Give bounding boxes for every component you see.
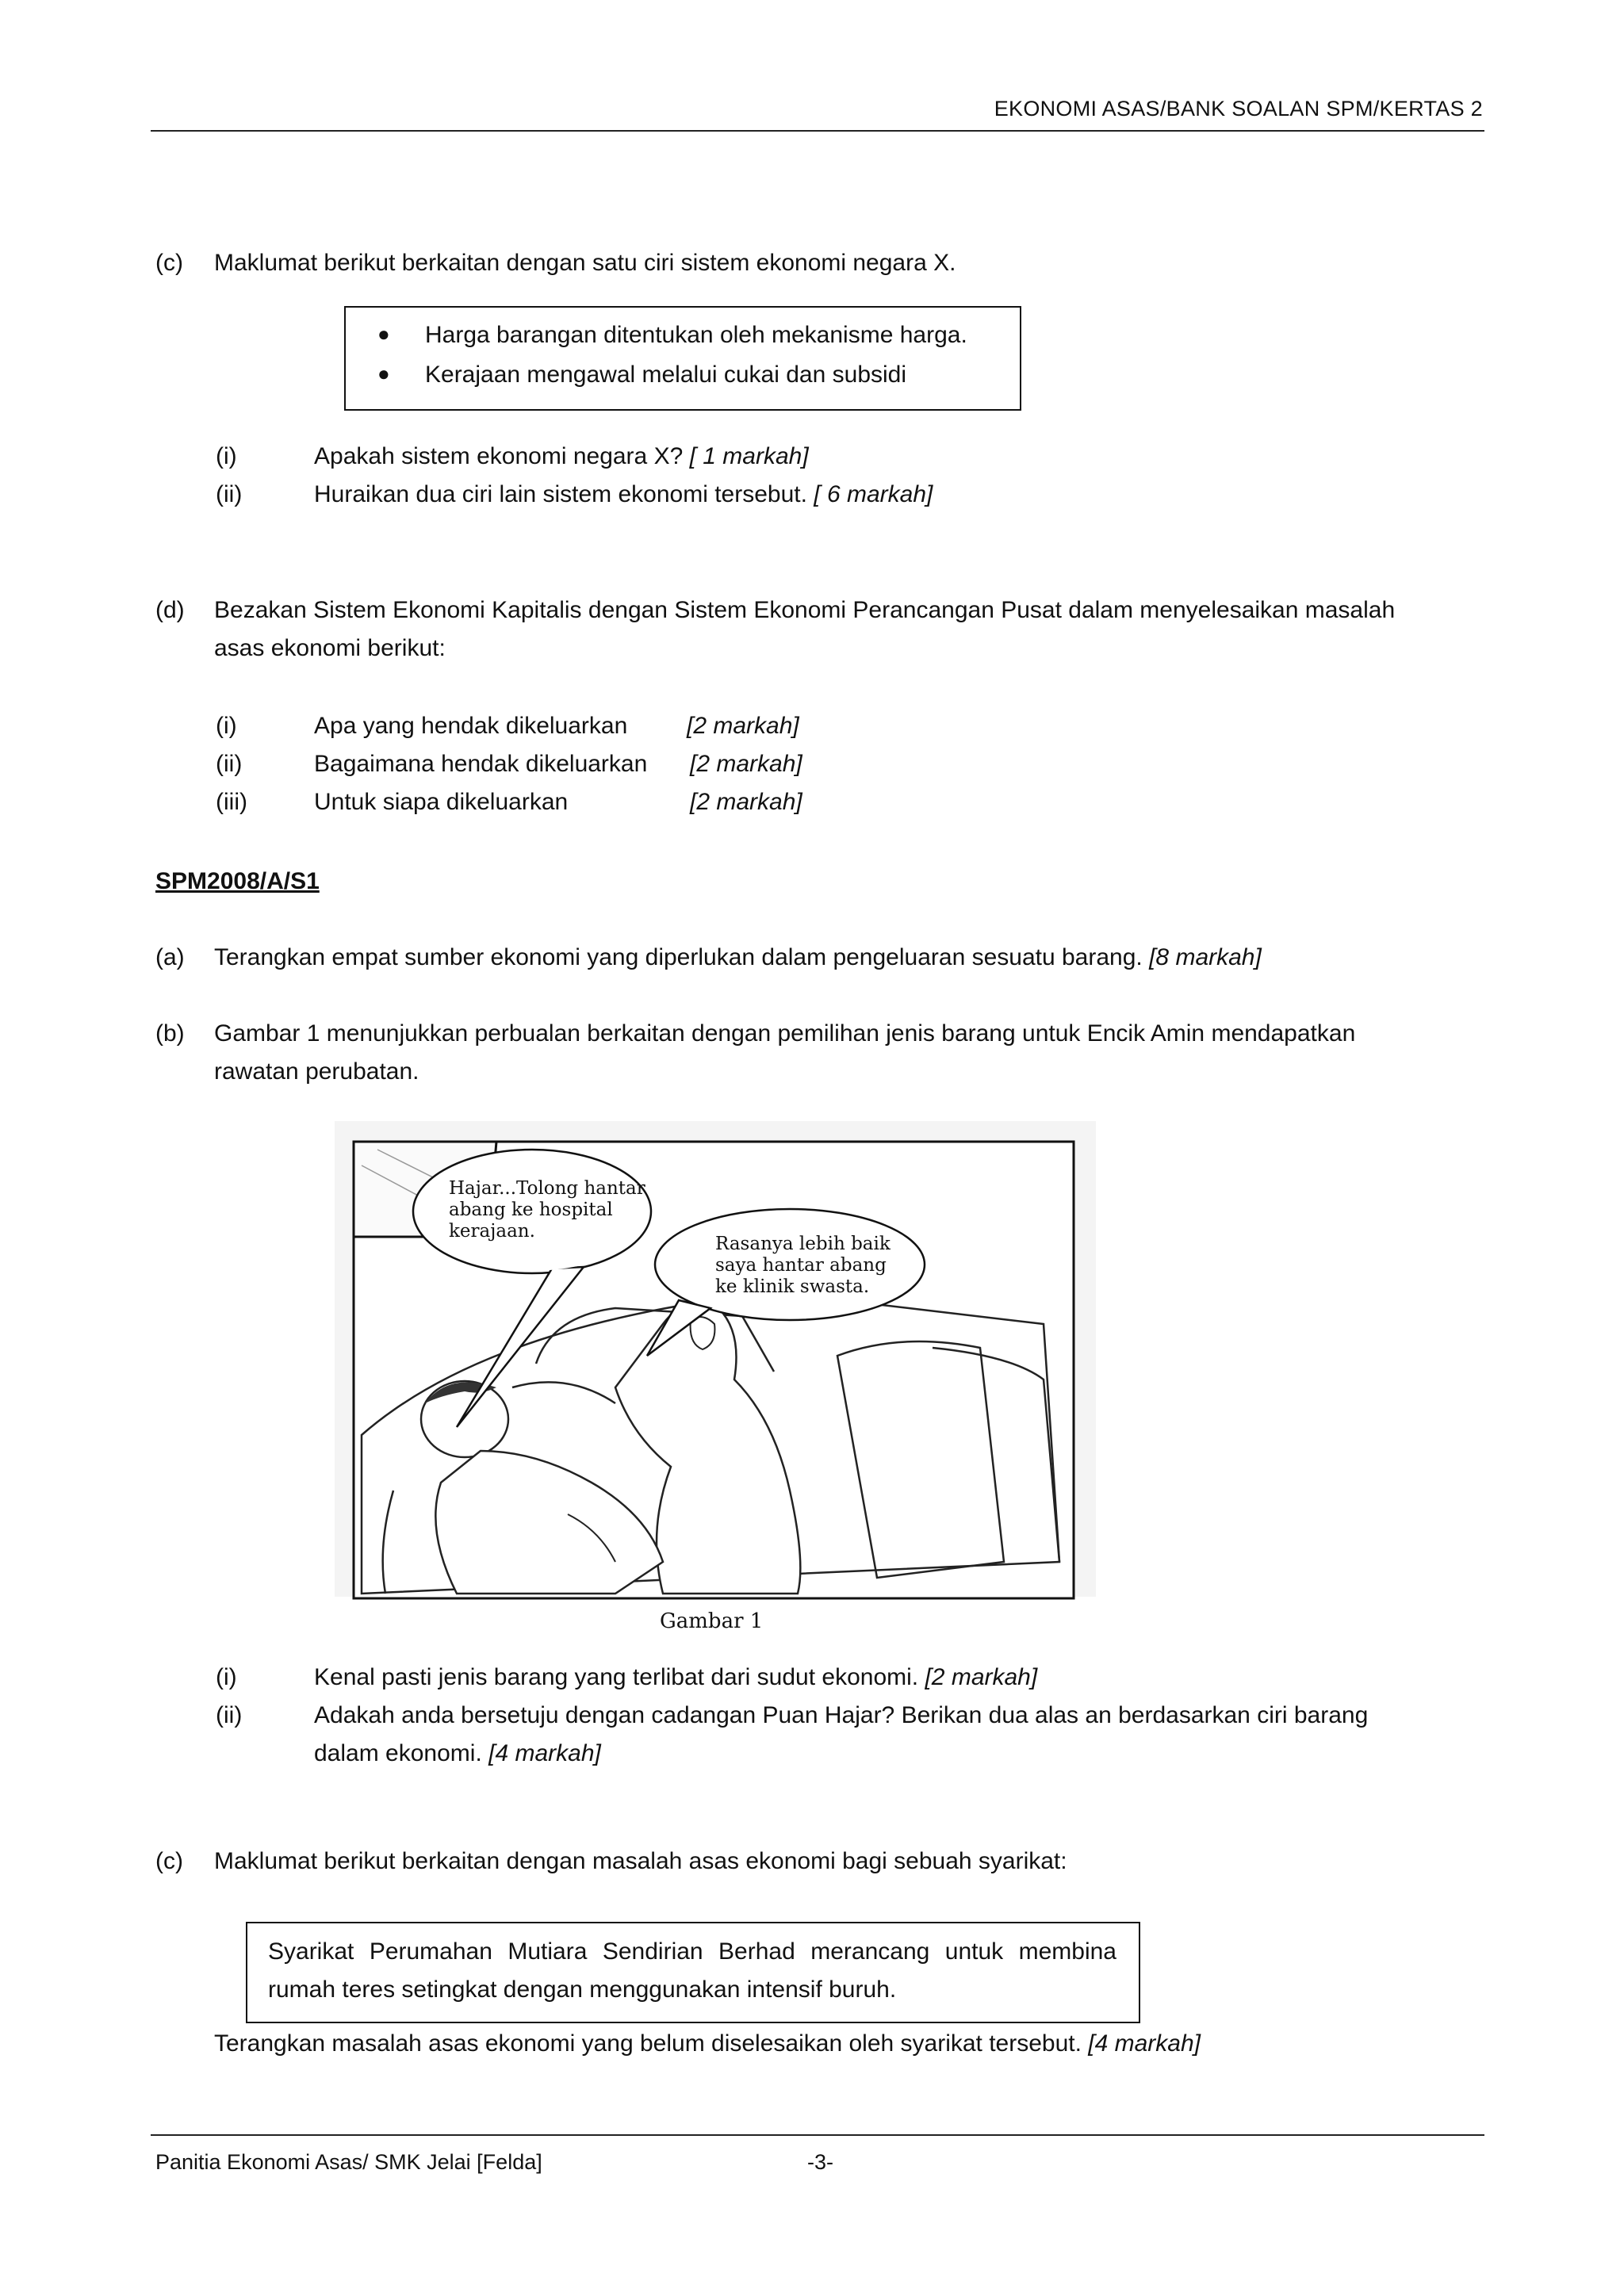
- b-text-line1: Gambar 1 menunjukkan perbualan berkaitan dengan pemilihan jenis barang untuk Encik Amin mendapatkan: [214, 1020, 1356, 1047]
- d-sub-label: (i): [216, 713, 237, 739]
- d-label: (d): [155, 597, 185, 623]
- c1-sub-label: (i): [216, 443, 237, 469]
- d-text-line1: Bezakan Sistem Ekonomi Kapitalis dengan Sistem Ekonomi Perancangan Pusat dalam menyelesaikan masalah: [214, 597, 1396, 623]
- c2-box-line1: Syarikat Perumahan Mutiara Sendirian Berhad merancang untuk membina: [268, 1938, 1116, 1965]
- spm-heading: SPM2008/A/S1: [155, 868, 320, 894]
- bullet-icon: ●: [377, 322, 390, 346]
- c2-info-box: [246, 1922, 1140, 2023]
- d-sub-text: Apa yang hendak dikeluarkan: [314, 713, 628, 739]
- page-number: -3-: [807, 2150, 833, 2174]
- c1-sub-label: (ii): [216, 481, 243, 507]
- c1-text: Maklumat berikut berkaitan dengan satu ciri sistem ekonomi negara X.: [214, 250, 956, 276]
- d-sub-text: Untuk siapa dikeluarkan: [314, 789, 569, 815]
- cartoon-drawing: [330, 1118, 1107, 1641]
- c1-label: (c): [155, 250, 183, 276]
- footer-text: Panitia Ekonomi Asas/ SMK Jelai [Felda]: [155, 2150, 542, 2174]
- header-rule: [151, 130, 1484, 132]
- b-sub-label: (i): [216, 1664, 237, 1690]
- d-sub-marks: [2 markah]: [690, 789, 802, 815]
- c1-sub-question: Apakah sistem ekonomi negara X? [ 1 markah]: [314, 443, 809, 469]
- c2-question: Terangkan masalah asas ekonomi yang belum diselesaikan oleh syarikat tersebut. [4 markah]: [214, 2030, 1201, 2057]
- d-sub-marks: [2 markah]: [687, 713, 799, 739]
- b-sub-label: (ii): [216, 1702, 243, 1728]
- speech-bubble-right: Rasanya lebih baik saya hantar abang ke klinik swasta.: [715, 1234, 891, 1297]
- d-sub-text: Bagaimana hendak dikeluarkan: [314, 751, 648, 777]
- page-header: EKONOMI ASAS/BANK SOALAN SPM/KERTAS 2: [994, 97, 1483, 121]
- c2-box-line2: rumah teres setingkat dengan menggunakan intensif buruh.: [268, 1976, 897, 2003]
- a-question: Terangkan empat sumber ekonomi yang diperlukan dalam pengeluaran sesuatu barang. [8 markah]: [214, 944, 1262, 970]
- c1-sub-question: Huraikan dua ciri lain sistem ekonomi tersebut. [ 6 markah]: [314, 481, 933, 507]
- gambar-1-illustration: [330, 1118, 1107, 1641]
- b-sub-question-line1: Adakah anda bersetuju dengan cadangan Puan Hajar? Berikan dua alas an berdasarkan ciri barang: [314, 1702, 1369, 1728]
- d-sub-label: (ii): [216, 751, 243, 777]
- b-label: (b): [155, 1020, 185, 1047]
- bullet-icon: ●: [377, 362, 390, 385]
- c2-label: (c): [155, 1848, 183, 1874]
- b-sub-question: Kenal pasti jenis barang yang terlibat dari sudut ekonomi. [2 markah]: [314, 1664, 1038, 1690]
- c2-text: Maklumat berikut berkaitan dengan masalah asas ekonomi bagi sebuah syarikat:: [214, 1848, 1067, 1874]
- b-sub-question-line2: dalam ekonomi. [4 markah]: [314, 1740, 601, 1766]
- footer-rule: [151, 2134, 1484, 2136]
- figure-caption: Gambar 1: [660, 1609, 764, 1633]
- d-sub-label: (iii): [216, 789, 247, 815]
- c1-info-box: ● Harga barangan ditentukan oleh mekanisme harga. ● Kerajaan mengawal melalui cukai dan subsidi: [344, 306, 1021, 411]
- b-text-line2: rawatan perubatan.: [214, 1058, 419, 1085]
- a-label: (a): [155, 944, 185, 970]
- d-sub-marks: [2 markah]: [690, 751, 802, 777]
- speech-bubble-left: Hajar...Tolong hantar abang ke hospital kerajaan.: [449, 1178, 645, 1242]
- d-text-line2: asas ekonomi berikut:: [214, 635, 446, 661]
